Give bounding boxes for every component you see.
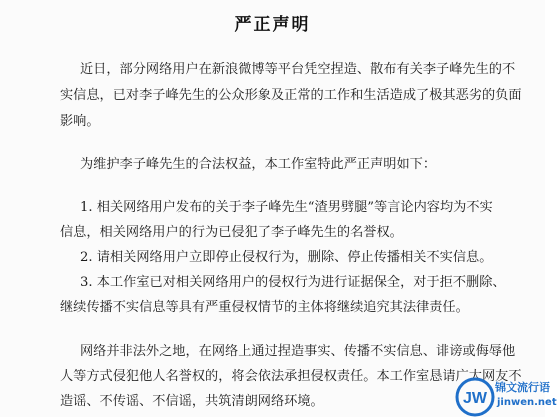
site-watermark	[455, 371, 557, 417]
document-title: 严正声明	[234, 15, 311, 35]
item-2: 2. 请相关网络用户立即停止侵权行为，删除、停止传播相关不实信息。	[80, 250, 493, 265]
item-3-line-1: 3. 本工作室已对相关网络用户的侵权行为进行证据保全，对于拒不删除、	[80, 275, 506, 290]
item-1-line-2: 信息，相关网络用户的行为已侵犯了李子峰先生的名誉权。	[60, 225, 403, 240]
paragraph-3-line-2: 人等方式侵犯他人名誉权的，将会依法承担侵权责任。本工作室恳请广大网友不	[60, 369, 522, 384]
paragraph-3-line-1: 网络并非法外之地，在网络上通过捏造事实、传播不实信息、诽谤或侮辱他	[80, 344, 516, 359]
paragraph-2: 为维护李子峰先生的合法权益，本工作室特此严正声明如下：	[80, 157, 437, 172]
jw-logo-icon	[455, 377, 495, 417]
item-3-line-2: 继续传播不实信息等具有严重侵权情节的主体将继续追究其法律责任。	[60, 300, 469, 315]
watermark-name: 锦文流行语	[495, 381, 550, 394]
paragraph-1-line-3: 影响。	[60, 114, 100, 129]
paragraph-1-line-2: 实信息，已对李子峰先生的公众形象及正常的工作和生活造成了极其恶劣的负面	[60, 88, 522, 103]
watermark-url[interactable]: jinwen.net	[497, 397, 557, 408]
item-1-line-1: 1. 相关网络用户发布的关于李子峰先生“渣男劈腿”等言论内容均为不实	[80, 200, 493, 215]
paragraph-3-line-3: 造谣、不传谣、不信谣，共筑清朗网络环境。	[60, 394, 324, 409]
svg-text:JW: JW	[463, 390, 487, 407]
paragraph-1-line-1: 近日，部分网络用户在新浪微博等平台凭空捏造、散布有关李子峰先生的不	[80, 62, 516, 77]
